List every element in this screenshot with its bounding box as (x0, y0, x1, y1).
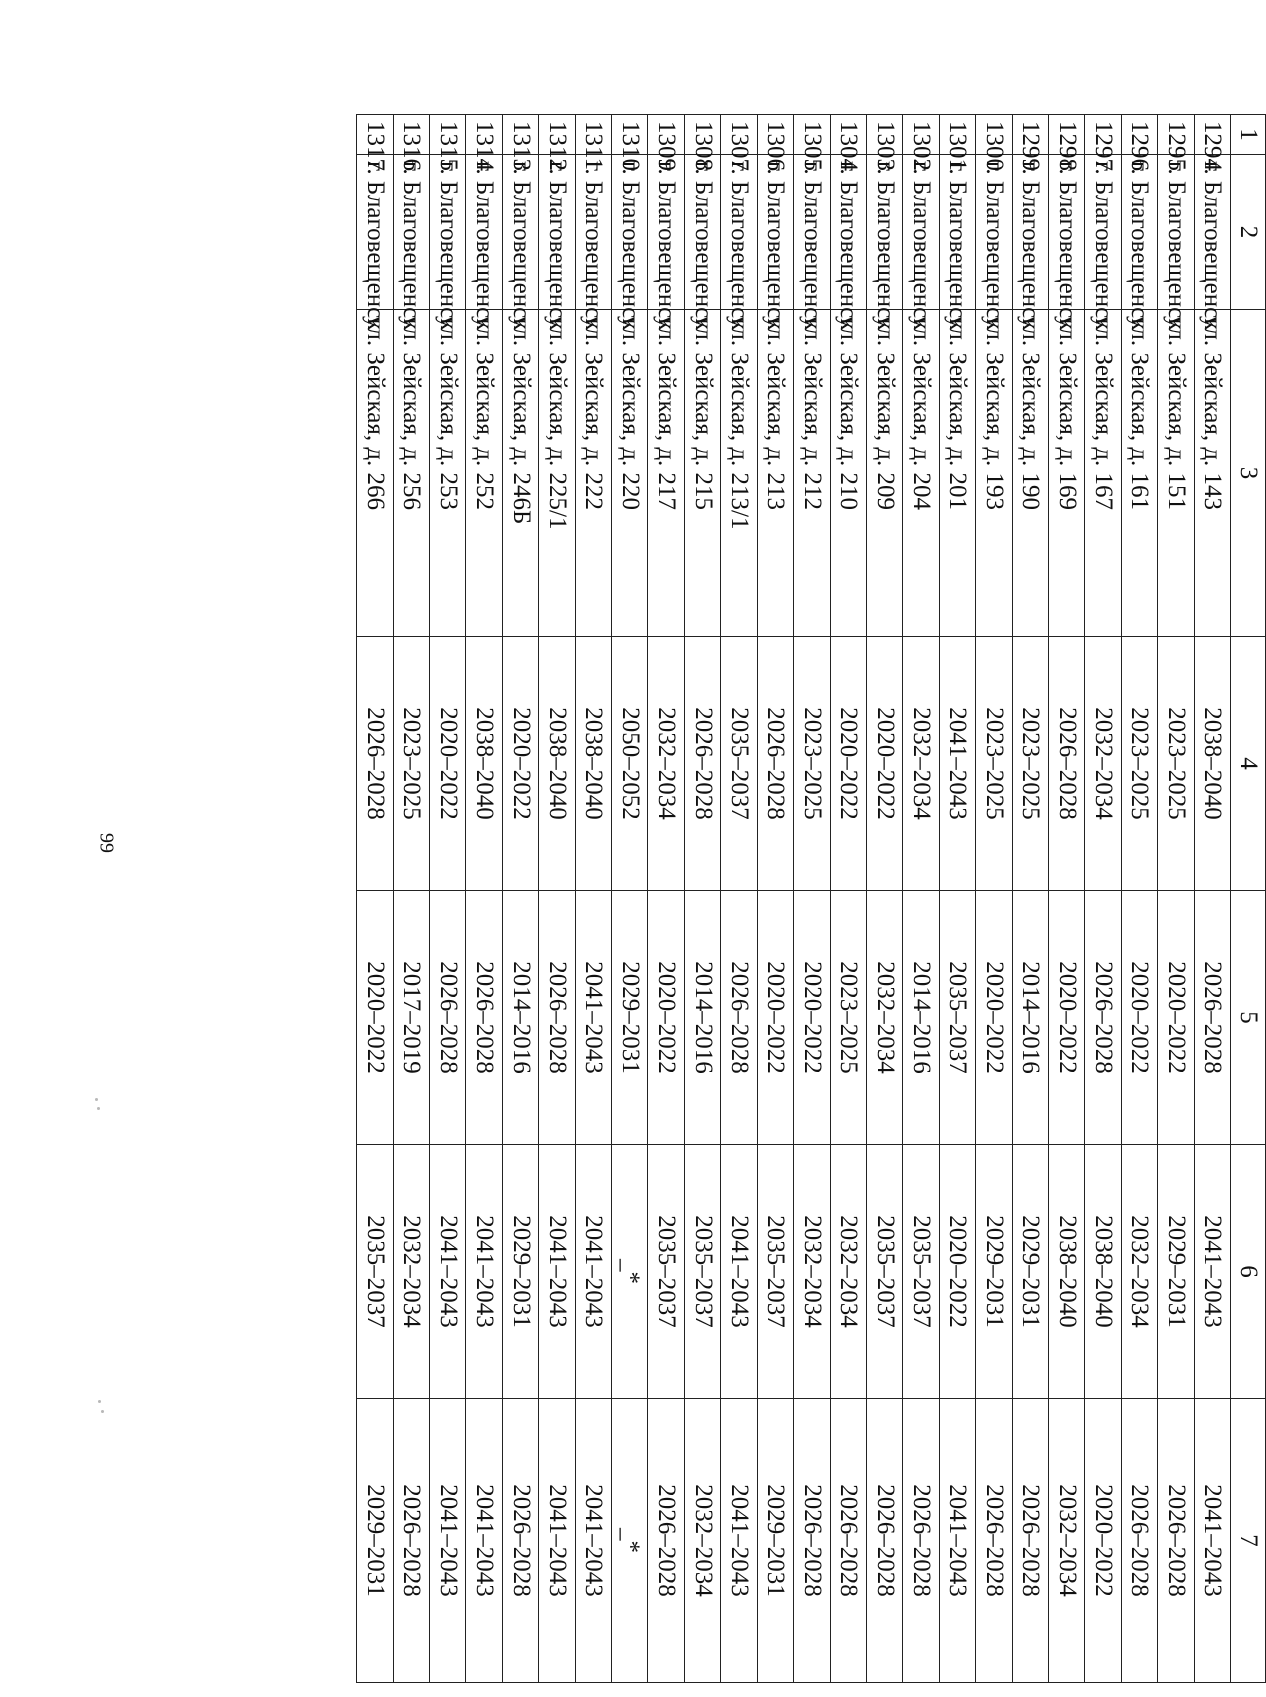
period-cell: 2035–2037 (357, 1145, 394, 1399)
table-container (356, 114, 1266, 1682)
column-header: 2 (1231, 155, 1266, 310)
address-cell: ул. Зейская, д. 256 (393, 310, 429, 637)
period-cell: 2035–2037 (939, 891, 975, 1145)
period-cell: 2032–2034 (1085, 637, 1121, 891)
table-row (939, 115, 975, 1683)
period-cell: 2026–2028 (539, 891, 575, 1145)
period-cell: 2032–2034 (648, 637, 684, 891)
scan-speck (98, 1400, 101, 1403)
period-cell: 2050–2052 (612, 637, 648, 891)
city-cell: г. Благовещенск (357, 155, 394, 310)
city-cell: г. Благовещенск (757, 155, 793, 310)
column-header: 1 (1231, 115, 1266, 155)
table-row (502, 115, 538, 1683)
city-cell: г. Благовещенск (830, 155, 866, 310)
period-cell: 2041–2043 (939, 1399, 975, 1683)
table-row (866, 115, 902, 1683)
period-cell: 2026–2028 (757, 637, 793, 891)
period-cell: 2029–2031 (1158, 1145, 1194, 1399)
address-cell: ул. Зейская, д. 209 (866, 310, 902, 637)
column-header: 7 (1231, 1399, 1266, 1683)
period-cell: 2041–2043 (575, 1399, 611, 1683)
period-cell: 2020–2022 (866, 637, 902, 891)
address-cell: ул. Зейская, д. 266 (357, 310, 394, 637)
period-cell: 2026–2028 (976, 1399, 1012, 1683)
period-cell: 2020–2022 (648, 891, 684, 1145)
period-cell: 2020–2022 (794, 891, 830, 1145)
row-number: 1308 (684, 115, 720, 155)
period-cell: 2020–2022 (939, 1145, 975, 1399)
period-cell: 2020–2022 (502, 637, 538, 891)
city-cell: г. Благовещенск (939, 155, 975, 310)
table-row (612, 115, 648, 1683)
row-number: 1310 (612, 115, 648, 155)
period-cell: 2023–2025 (1121, 637, 1157, 891)
city-cell: г. Благовещенск (976, 155, 1012, 310)
period-cell: 2041–2043 (721, 1399, 757, 1683)
table-row (976, 115, 1012, 1683)
city-cell: г. Благовещенск (684, 155, 720, 310)
city-cell: г. Благовещенск (866, 155, 902, 310)
table-row (357, 115, 394, 1683)
period-cell: 2032–2034 (1121, 1145, 1157, 1399)
period-cell: 2029–2031 (976, 1145, 1012, 1399)
address-cell: ул. Зейская, д. 193 (976, 310, 1012, 637)
period-cell: 2041–2043 (1194, 1145, 1230, 1399)
period-cell: 2038–2040 (1194, 637, 1230, 891)
city-cell: г. Благовещенск (575, 155, 611, 310)
table-row (539, 115, 575, 1683)
address-cell: ул. Зейская, д. 167 (1085, 310, 1121, 637)
period-cell: 2035–2037 (903, 1145, 939, 1399)
table-row (1194, 115, 1230, 1683)
address-cell: ул. Зейская, д. 225/1 (539, 310, 575, 637)
period-cell: 2026–2028 (1194, 891, 1230, 1145)
period-cell: 2026–2028 (648, 1399, 684, 1683)
row-number: 1297 (1085, 115, 1121, 155)
row-number: 1307 (721, 115, 757, 155)
period-cell: 2020–2022 (357, 891, 394, 1145)
row-number: 1316 (393, 115, 429, 155)
period-cell: _* (612, 1145, 648, 1399)
period-cell: 2035–2037 (648, 1145, 684, 1399)
column-header: 5 (1231, 891, 1266, 1145)
scan-speck (101, 1410, 104, 1413)
city-cell: г. Благовещенск (430, 155, 466, 310)
city-cell: г. Благовещенск (721, 155, 757, 310)
row-number: 1302 (903, 115, 939, 155)
period-cell: 2029–2031 (502, 1145, 538, 1399)
address-cell: ул. Зейская, д. 253 (430, 310, 466, 637)
period-cell: 2020–2022 (757, 891, 793, 1145)
row-number: 1298 (1048, 115, 1084, 155)
table-row (830, 115, 866, 1683)
period-cell: 2032–2034 (830, 1145, 866, 1399)
table-header (1231, 115, 1266, 1683)
table-row (1012, 115, 1048, 1683)
period-cell: 2014–2016 (903, 891, 939, 1145)
table-row (466, 115, 502, 1683)
address-cell: ул. Зейская, д. 204 (903, 310, 939, 637)
city-cell: г. Благовещенск (1085, 155, 1121, 310)
period-cell: 2026–2028 (502, 1399, 538, 1683)
city-cell: г. Благовещенск (466, 155, 502, 310)
row-number: 1299 (1012, 115, 1048, 155)
table-row (1085, 115, 1121, 1683)
period-cell: 2020–2022 (1158, 891, 1194, 1145)
row-number: 1315 (430, 115, 466, 155)
row-number: 1311 (575, 115, 611, 155)
address-cell: ул. Зейская, д. 190 (1012, 310, 1048, 637)
address-cell: ул. Зейская, д. 151 (1158, 310, 1194, 637)
period-cell: 2032–2034 (903, 637, 939, 891)
table-row (648, 115, 684, 1683)
row-number: 1305 (794, 115, 830, 155)
period-cell: 2014–2016 (502, 891, 538, 1145)
column-header: 3 (1231, 310, 1266, 637)
row-number: 1309 (648, 115, 684, 155)
table-row (1048, 115, 1084, 1683)
address-cell: ул. Зейская, д. 213 (757, 310, 793, 637)
period-cell: 2041–2043 (575, 891, 611, 1145)
period-cell: 2029–2031 (757, 1399, 793, 1683)
address-cell: ул. Зейская, д. 220 (612, 310, 648, 637)
period-cell: 2032–2034 (794, 1145, 830, 1399)
column-header: 6 (1231, 1145, 1266, 1399)
header-row (1231, 115, 1266, 1683)
address-cell: ул. Зейская, д. 169 (1048, 310, 1084, 637)
period-cell: 2026–2028 (1012, 1399, 1048, 1683)
period-cell: 2023–2025 (794, 637, 830, 891)
period-cell: 2029–2031 (1012, 1145, 1048, 1399)
period-cell: 2041–2043 (939, 637, 975, 891)
period-cell: 2023–2025 (393, 637, 429, 891)
period-cell: 2026–2028 (357, 637, 394, 891)
period-cell: _* (612, 1399, 648, 1683)
period-cell: 2026–2028 (684, 637, 720, 891)
period-cell: 2041–2043 (466, 1145, 502, 1399)
period-cell: 2026–2028 (866, 1399, 902, 1683)
row-number: 1295 (1158, 115, 1194, 155)
period-cell: 2023–2025 (1158, 637, 1194, 891)
address-cell: ул. Зейская, д. 212 (794, 310, 830, 637)
period-cell: 2032–2034 (1048, 1399, 1084, 1683)
address-cell: ул. Зейская, д. 252 (466, 310, 502, 637)
period-cell: 2032–2034 (684, 1399, 720, 1683)
city-cell: г. Благовещенск (1194, 155, 1230, 310)
period-cell: 2023–2025 (830, 891, 866, 1145)
period-cell: 2032–2034 (393, 1145, 429, 1399)
period-cell: 2029–2031 (357, 1399, 394, 1683)
row-number: 1317 (357, 115, 394, 155)
scan-speck (95, 1098, 98, 1101)
table-row (757, 115, 793, 1683)
period-cell: 2026–2028 (430, 891, 466, 1145)
row-number: 1304 (830, 115, 866, 155)
period-cell: 2020–2022 (1085, 1399, 1121, 1683)
column-header: 4 (1231, 637, 1266, 891)
row-number: 1313 (502, 115, 538, 155)
period-cell: 2041–2043 (1194, 1399, 1230, 1683)
city-cell: г. Благовещенск (1158, 155, 1194, 310)
row-number: 1301 (939, 115, 975, 155)
period-cell: 2020–2022 (1121, 891, 1157, 1145)
table-row (794, 115, 830, 1683)
city-cell: г. Благовещенск (1048, 155, 1084, 310)
address-cell: ул. Зейская, д. 215 (684, 310, 720, 637)
period-cell: 2020–2022 (976, 891, 1012, 1145)
row-number: 1296 (1121, 115, 1157, 155)
table-row (1158, 115, 1194, 1683)
city-cell: г. Благовещенск (794, 155, 830, 310)
period-cell: 2026–2028 (794, 1399, 830, 1683)
period-cell: 2026–2028 (466, 891, 502, 1145)
period-cell: 2035–2037 (684, 1145, 720, 1399)
city-cell: г. Благовещенск (1012, 155, 1048, 310)
period-cell: 2014–2016 (1012, 891, 1048, 1145)
period-cell: 2023–2025 (1012, 637, 1048, 891)
city-cell: г. Благовещенск (539, 155, 575, 310)
period-cell: 2032–2034 (866, 891, 902, 1145)
period-cell: 2038–2040 (575, 637, 611, 891)
table-row (430, 115, 466, 1683)
period-cell: 2035–2037 (866, 1145, 902, 1399)
period-cell: 2020–2022 (430, 637, 466, 891)
city-cell: г. Благовещенск (612, 155, 648, 310)
row-number: 1314 (466, 115, 502, 155)
period-cell: 2041–2043 (539, 1399, 575, 1683)
table-row (903, 115, 939, 1683)
row-number: 1306 (757, 115, 793, 155)
period-cell: 2026–2028 (1048, 637, 1084, 891)
period-cell: 2026–2028 (1121, 1399, 1157, 1683)
city-cell: г. Благовещенск (393, 155, 429, 310)
table-row (721, 115, 757, 1683)
address-cell: ул. Зейская, д. 246Б (502, 310, 538, 637)
period-cell: 2026–2028 (830, 1399, 866, 1683)
period-cell: 2026–2028 (903, 1399, 939, 1683)
period-cell: 2035–2037 (721, 637, 757, 891)
period-cell: 2020–2022 (1048, 891, 1084, 1145)
period-cell: 2029–2031 (612, 891, 648, 1145)
address-cell: ул. Зейская, д. 217 (648, 310, 684, 637)
period-cell: 2041–2043 (466, 1399, 502, 1683)
page-number: 99 (95, 833, 118, 853)
period-cell: 2035–2037 (757, 1145, 793, 1399)
city-cell: г. Благовещенск (1121, 155, 1157, 310)
address-cell: ул. Зейская, д. 161 (1121, 310, 1157, 637)
row-number: 1300 (976, 115, 1012, 155)
row-number: 1312 (539, 115, 575, 155)
period-cell: 2014–2016 (684, 891, 720, 1145)
table-row (575, 115, 611, 1683)
period-cell: 2017–2019 (393, 891, 429, 1145)
period-cell: 2041–2043 (575, 1145, 611, 1399)
period-cell: 2026–2028 (393, 1399, 429, 1683)
table-row (684, 115, 720, 1683)
city-cell: г. Благовещенск (903, 155, 939, 310)
row-number: 1294 (1194, 115, 1230, 155)
data-table (356, 114, 1266, 1683)
period-cell: 2041–2043 (539, 1145, 575, 1399)
period-cell: 2020–2022 (830, 637, 866, 891)
period-cell: 2038–2040 (466, 637, 502, 891)
address-cell: ул. Зейская, д. 210 (830, 310, 866, 637)
row-number: 1303 (866, 115, 902, 155)
period-cell: 2026–2028 (1085, 891, 1121, 1145)
period-cell: 2041–2043 (721, 1145, 757, 1399)
address-cell: ул. Зейская, д. 201 (939, 310, 975, 637)
table-row (393, 115, 429, 1683)
table-body (357, 115, 1231, 1683)
address-cell: ул. Зейская, д. 143 (1194, 310, 1230, 637)
period-cell: 2038–2040 (1085, 1145, 1121, 1399)
period-cell: 2026–2028 (1158, 1399, 1194, 1683)
table-row (1121, 115, 1157, 1683)
city-cell: г. Благовещенск (502, 155, 538, 310)
period-cell: 2023–2025 (976, 637, 1012, 891)
scan-speck (97, 1107, 100, 1110)
address-cell: ул. Зейская, д. 222 (575, 310, 611, 637)
period-cell: 2038–2040 (1048, 1145, 1084, 1399)
period-cell: 2038–2040 (539, 637, 575, 891)
period-cell: 2026–2028 (721, 891, 757, 1145)
city-cell: г. Благовещенск (648, 155, 684, 310)
period-cell: 2041–2043 (430, 1145, 466, 1399)
period-cell: 2041–2043 (430, 1399, 466, 1683)
address-cell: ул. Зейская, д. 213/1 (721, 310, 757, 637)
